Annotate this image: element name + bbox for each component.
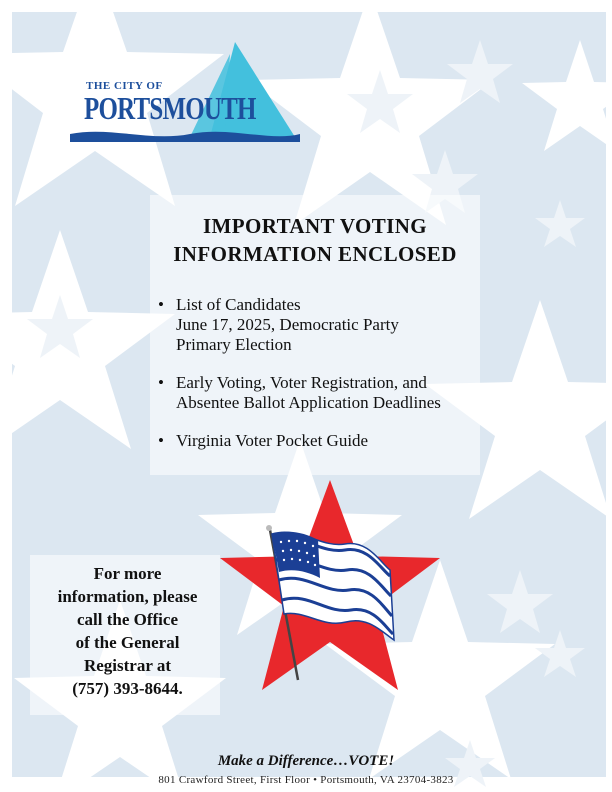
bullet-icon: • — [158, 295, 164, 314]
list-item-text: Virginia Voter Pocket Guide — [176, 431, 369, 450]
list-item-text: June 17, 2025, Democratic Party — [176, 315, 399, 334]
bullet-icon: • — [158, 373, 164, 392]
logo-portsmouth-text: PORTSMOUTH — [84, 90, 256, 126]
list-item-text: List of Candidates — [176, 295, 301, 314]
list-item-text: Primary Election — [176, 335, 292, 354]
address: 801 Crawford Street, First Floor • Portsmouth, VA 23704-3823 — [158, 774, 454, 786]
enclosed-items-list — [158, 295, 538, 469]
logo-city-of-text: THE CITY OF — [86, 80, 163, 92]
contact-line: of the General — [75, 633, 180, 652]
contact-info — [40, 562, 215, 700]
headline — [100, 212, 530, 268]
tagline: Make a Difference…VOTE! — [217, 753, 395, 769]
list-item-text: Early Voting, Voter Registration, and — [176, 373, 427, 392]
list-item-text: Absentee Ballot Application Deadlines — [176, 393, 441, 412]
contact-line: information, please — [57, 587, 198, 606]
headline-line: IMPORTANT VOTING — [202, 214, 428, 238]
list-item — [158, 431, 538, 451]
list-item — [158, 295, 538, 355]
headline-line: INFORMATION ENCLOSED — [173, 242, 457, 266]
phone-number: (757) 393-8644. — [72, 679, 183, 698]
contact-line: Registrar at — [83, 656, 172, 675]
list-item — [158, 373, 538, 413]
contact-line: For more — [93, 564, 162, 583]
contact-line: call the Office — [76, 610, 178, 629]
bullet-icon: • — [158, 431, 164, 450]
